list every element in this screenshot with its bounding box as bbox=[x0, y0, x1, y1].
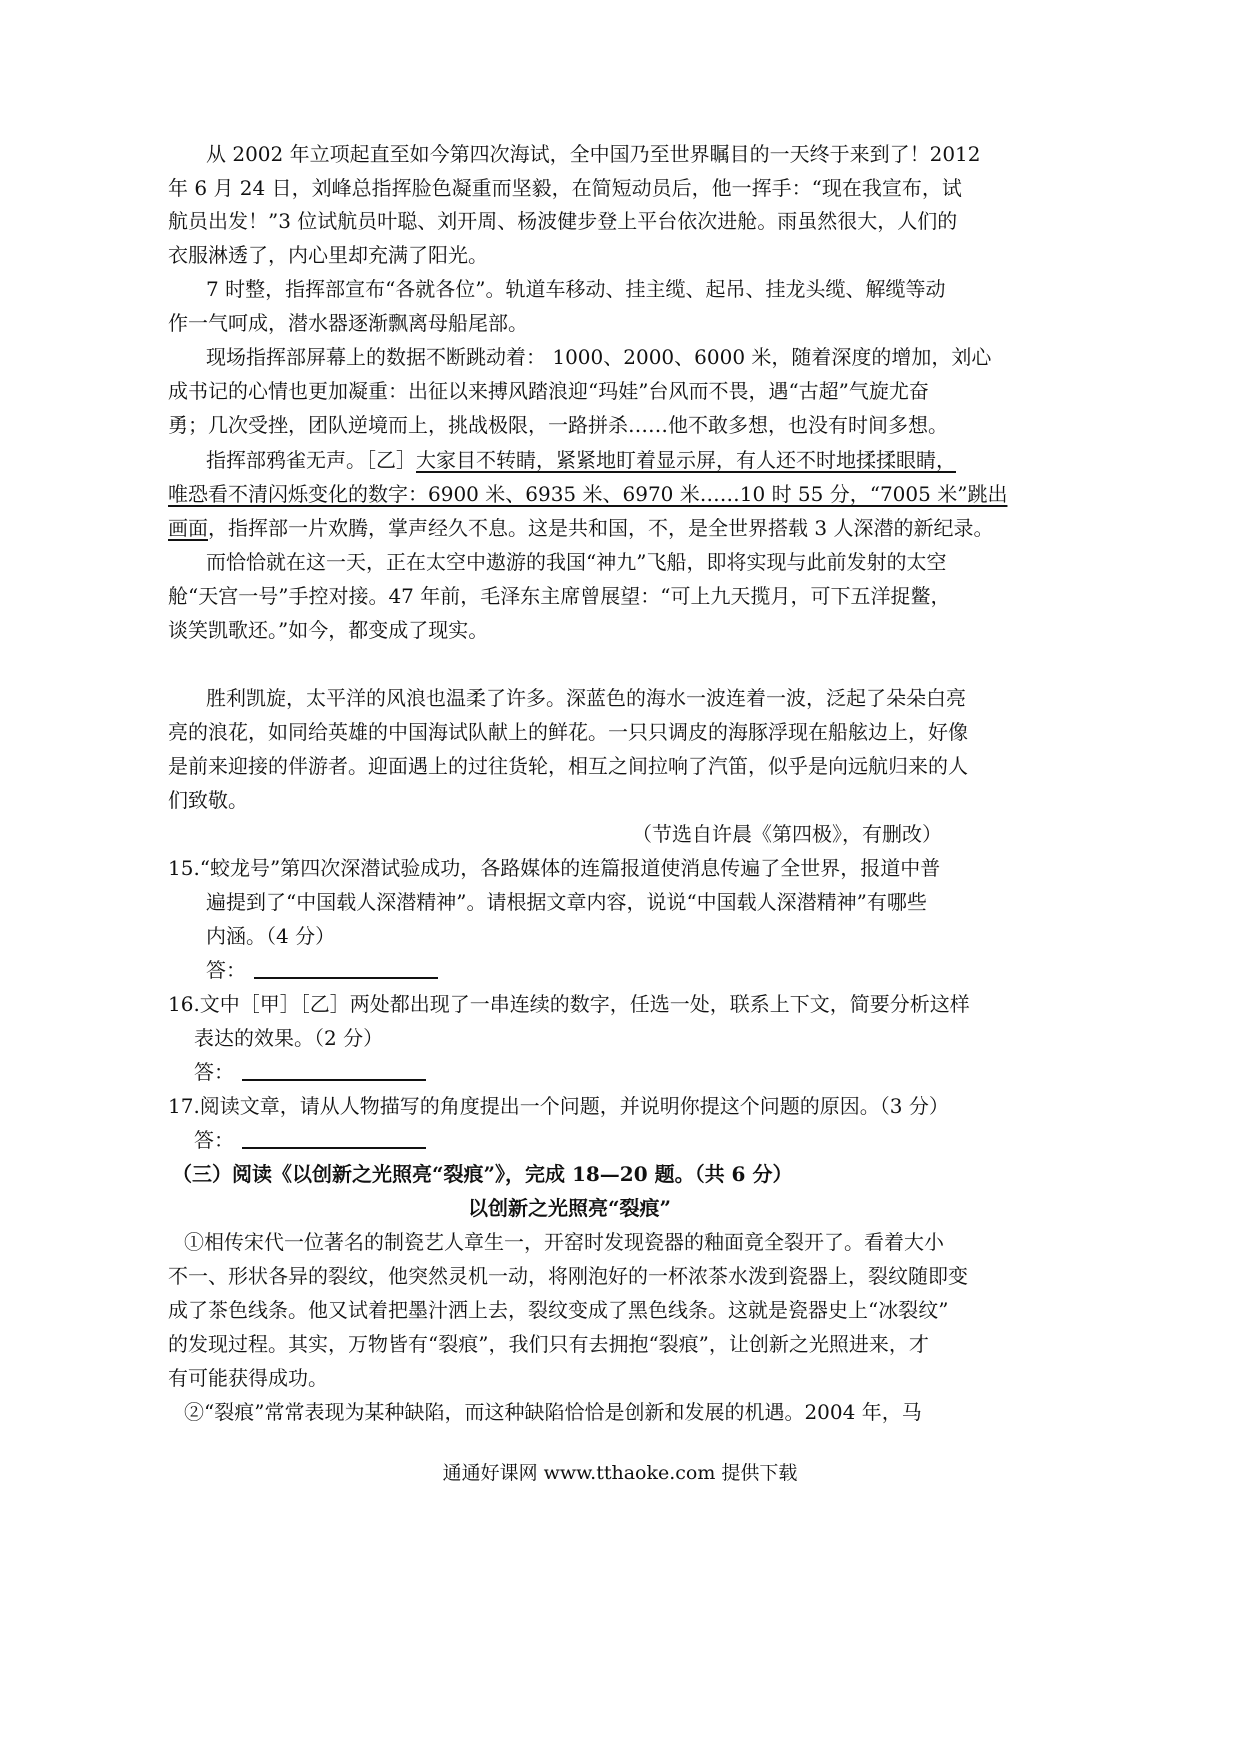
question-15: 15.“蛟龙号”第四次深潜试验成功，各路媒体的连篇报道使消息传遍了全世界，报道中普 bbox=[168, 856, 941, 880]
article-line: 成了茶色线条。他又试着把墨汁洒上去，裂纹变成了黑色线条。这就是瓷器史上“冰裂纹” bbox=[168, 1298, 949, 1322]
answer-line-15 bbox=[206, 956, 438, 984]
question-15: 内涵。（4 分） bbox=[206, 924, 336, 948]
section-heading: （三）阅读《以创新之光照亮“裂痕”》，完成 18—20 题。（共 6 分） bbox=[172, 1162, 793, 1186]
passage-text: ，指挥部一片欢腾，掌声经久不息。这是共和国，不，是全世界搭载 3 人深潜的新纪录。 bbox=[208, 516, 994, 540]
source-citation: （节选自许晨《第四极》，有删改） bbox=[632, 822, 942, 846]
passage-line bbox=[206, 446, 956, 474]
answer-blank[interactable] bbox=[242, 1059, 426, 1081]
answer-line-16 bbox=[194, 1058, 426, 1086]
passage-text: 指挥部鸦雀无声。［乙］ bbox=[206, 448, 416, 472]
answer-label: 答： bbox=[194, 1128, 234, 1152]
passage-line: 胜利凯旋，太平洋的风浪也温柔了许多。深蓝色的海水一波连着一波，泛起了朵朵白亮 bbox=[206, 686, 966, 710]
question-15: 遍提到了“中国载人深潜精神”。请根据文章内容，说说“中国载人深潜精神”有哪些 bbox=[206, 890, 927, 914]
passage-line: 而恰恰就在这一天，正在太空中遨游的我国“神九”飞船，即将实现与此前发射的太空 bbox=[206, 550, 947, 574]
passage-line: 衣服淋透了，内心里却充满了阳光。 bbox=[168, 243, 488, 267]
passage-line: 年 6 月 24 日，刘峰总指挥脸色凝重而坚毅，在简短动员后，他一挥手：“现在我宣布，试 bbox=[168, 176, 962, 200]
passage-line: 是前来迎接的伴游者。迎面遇上的过往货轮，相互之间拉响了汽笛，似乎是向远航归来的人 bbox=[168, 754, 968, 778]
question-17: 17.阅读文章，请从人物描写的角度提出一个问题，并说明你提这个问题的原因。（3 分） bbox=[168, 1094, 949, 1118]
underlined-text: 大家目不转睛，紧紧地盯着显示屏，有人还不时地揉揉眼睛， bbox=[416, 448, 956, 472]
passage-line: 勇；几次受挫，团队逆境而上，挑战极限，一路拼杀……他不敢多想，也没有时间多想。 bbox=[168, 413, 948, 437]
article-line: 有可能获得成功。 bbox=[168, 1366, 328, 1390]
answer-label: 答： bbox=[194, 1060, 234, 1084]
article-line: 的发现过程。其实，万物皆有“裂痕”，我们只有去拥抱“裂痕”，让创新之光照进来，才 bbox=[168, 1332, 929, 1356]
passage-line: 从 2002 年立项起直至如今第四次海试，全中国乃至世界瞩目的一天终于来到了！2012 bbox=[206, 142, 981, 166]
underlined-text: 画面 bbox=[168, 516, 208, 540]
article-title: 以创新之光照亮“裂痕” bbox=[468, 1196, 672, 1220]
passage-line bbox=[168, 480, 1007, 508]
article-line: ①相传宋代一位著名的制瓷艺人章生一，开窑时发现瓷器的釉面竟全裂开了。看着大小 bbox=[184, 1230, 944, 1254]
passage-line: 现场指挥部屏幕上的数据不断跳动着： 1000、2000、6000 米，随着深度的增加，刘心 bbox=[206, 345, 992, 369]
answer-line-17 bbox=[194, 1126, 426, 1154]
answer-label: 答： bbox=[206, 958, 246, 982]
passage-line: 作一气呵成，潜水器逐渐飘离母船尾部。 bbox=[168, 311, 528, 335]
question-16: 16.文中［甲］［乙］两处都出现了一串连续的数字，任选一处，联系上下文，简要分析这样 bbox=[168, 992, 970, 1016]
passage-line bbox=[168, 514, 993, 542]
passage-line: 亮的浪花，如同给英雄的中国海试队献上的鲜花。一只只调皮的海豚浮现在船舷边上，好像 bbox=[168, 720, 968, 744]
underlined-text: 唯恐看不清闪烁变化的数字：6900 米、6935 米、6970 米……10 时 55 分，“7005 米”跳出 bbox=[168, 482, 1008, 506]
passage-line: 7 时整，指挥部宣布“各就各位”。轨道车移动、挂主缆、起吊、挂龙头缆、解缆等动 bbox=[206, 277, 946, 301]
article-line: 不一、形状各异的裂纹，他突然灵机一动，将刚泡好的一杯浓茶水泼到瓷器上，裂纹随即变 bbox=[168, 1264, 968, 1288]
answer-blank[interactable] bbox=[254, 957, 438, 979]
article-line: ②“裂痕”常常表现为某种缺陷，而这种缺陷恰恰是创新和发展的机遇。2004 年，马 bbox=[184, 1400, 922, 1424]
passage-line: 航员出发！”3 位试航员叶聪、刘开周、杨波健步登上平台依次进舱。雨虽然很大，人们的 bbox=[168, 209, 958, 233]
page-footer: 通通好课网 www.tthaoke.com 提供下载 bbox=[442, 1462, 798, 1484]
passage-line: 们致敬。 bbox=[168, 788, 248, 812]
passage-line: 谈笑凯歌还。”如今，都变成了现实。 bbox=[168, 618, 489, 642]
passage-line: 成书记的心情也更加凝重：出征以来搏风踏浪迎“玛娃”台风而不畏，遇“古超”气旋尤奋 bbox=[168, 379, 929, 403]
passage-line: 舱“天宫一号”手控对接。47 年前，毛泽东主席曾展望：“可上九天揽月，可下五洋捉鳖， bbox=[168, 584, 951, 608]
question-16: 表达的效果。（2 分） bbox=[194, 1026, 384, 1050]
answer-blank[interactable] bbox=[242, 1127, 426, 1149]
